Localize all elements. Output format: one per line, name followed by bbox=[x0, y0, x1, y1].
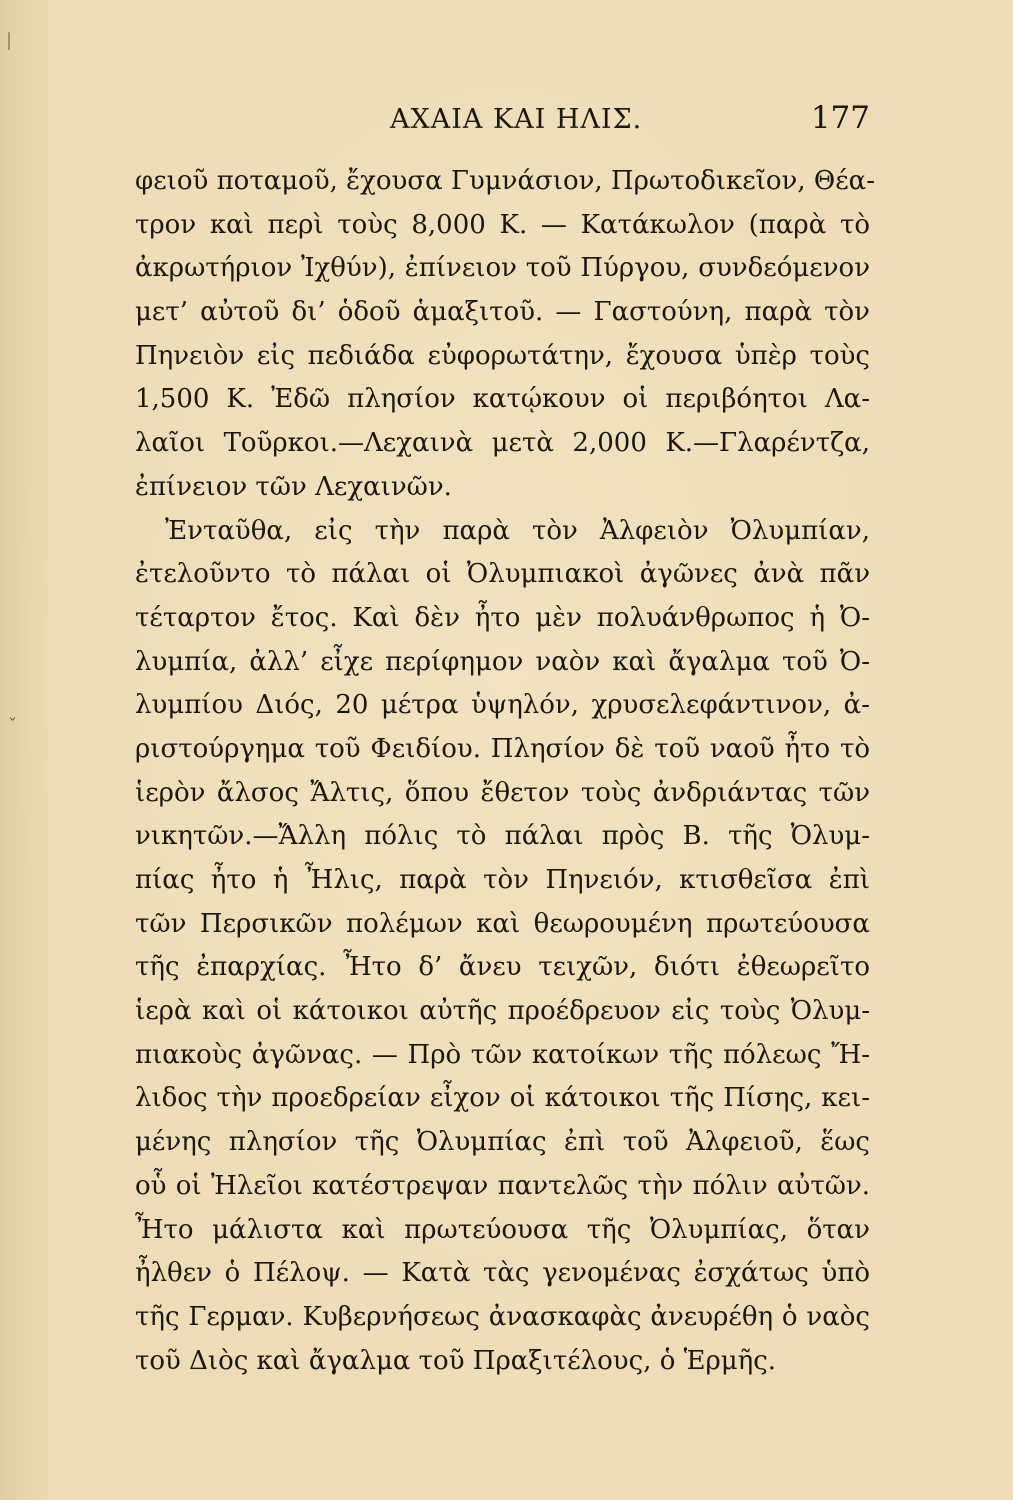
text-line: τρον καὶ περὶ τοὺς 8,000 Κ. — Κατάκωλον (παρὰ τὸ bbox=[135, 209, 870, 240]
text-line: λυμπία, ἀλλ’ εἶχε περίφημον ναὸν καὶ ἄγαλμα τοῦ Ὀ- bbox=[135, 646, 870, 677]
text-line: λιδος τὴν προεδρείαν εἶχον οἱ κάτοικοι τῆς Πίσης, κει- bbox=[135, 1083, 870, 1114]
text-line: Πηνειὸν εἰς πεδιάδα εὐφορωτάτην, ἔχουσα ὑπὲρ τοὺς bbox=[135, 340, 870, 371]
text-line: τέταρτον ἔτος. Καὶ δὲν ἦτο μὲν πολυάνθρωπος ἡ Ὀ- bbox=[135, 602, 870, 633]
text-line: μετ’ αὐτοῦ δι’ ὁδοῦ ἁμαξιτοῦ. — Γαστούνη, παρὰ τὸν bbox=[135, 297, 870, 328]
text-line: ριστούργημα τοῦ Φειδίου. Πλησίον δὲ τοῦ ναοῦ ἦτο τὸ bbox=[135, 733, 870, 764]
running-title: ΑΧΑΙΑ ΚΑΙ ΗΛΙΣ. bbox=[390, 104, 643, 135]
text-line: μένης πλησίον τῆς Ὀλυμπίας ἐπὶ τοῦ Ἀλφειοῦ, ἕως bbox=[135, 1127, 870, 1158]
text-line: Ἐνταῦθα, εἰς τὴν παρὰ τὸν Ἀλφειὸν Ὀλυμπίαν, bbox=[165, 515, 870, 546]
text-line: Ἦτο μάλιστα καὶ πρωτεύουσα τῆς Ὀλυμπίας, ὅταν bbox=[135, 1214, 870, 1245]
text-line: οὗ οἱ Ἠλεῖοι κατέστρεψαν παντελῶς τὴν πόλιν αὐτῶν. bbox=[135, 1170, 870, 1201]
text-line: ἐτελοῦντο τὸ πάλαι οἱ Ὀλυμπιακοὶ ἀγῶνες ἀνὰ πᾶν bbox=[135, 559, 870, 590]
text-line: τῆς ἐπαρχίας. Ἦτο δ’ ἄνευ τειχῶν, διότι ἐθεωρεῖτο bbox=[135, 952, 870, 983]
running-head bbox=[135, 100, 870, 144]
text-line: 1,500 Κ. Ἐδῶ πλησίον κατῴκουν οἱ περιβόητοι Λα- bbox=[135, 384, 870, 415]
page-number: 177 bbox=[810, 100, 870, 136]
text-line: ἐπίνειον τῶν Λεχαινῶν. bbox=[135, 471, 452, 502]
text-line: φειοῦ ποταμοῦ, ἔχουσα Γυμνάσιον, Πρωτοδικεῖον, Θέα- bbox=[135, 166, 876, 196]
text-line: πίας ἦτο ἡ Ἦλις, παρὰ τὸν Πηνειόν, κτισθεῖσα ἐπὶ bbox=[135, 865, 870, 895]
text-line: λαῖοι Τοῦρκοι.—Λεχαινὰ μετὰ 2,000 Κ.—Γλαρέντζα, bbox=[135, 428, 870, 459]
text-line: ἱερὰ καὶ οἱ κάτοικοι αὐτῆς προέδρευον εἰς τοὺς Ὀλυμ- bbox=[135, 996, 870, 1027]
text-line: ἀκρωτήριον Ἰχθύν), ἐπίνειον τοῦ Πύργου, συνδεόμενον bbox=[135, 253, 870, 284]
text-line: τῶν Περσικῶν πολέμων καὶ θεωρουμένη πρωτεύουσα bbox=[135, 908, 870, 939]
text-line: πιακοὺς ἀγῶνας. — Πρὸ τῶν κατοίκων τῆς πόλεως Ἤ- bbox=[135, 1039, 870, 1070]
text-line: ἦλθεν ὁ Πέλοψ. — Κατὰ τὰς γενομένας ἐσχάτως ὑπὸ bbox=[135, 1258, 870, 1289]
text-line: λυμπίου Διός, 20 μέτρα ὑψηλόν, χρυσελεφάντινον, ἀ- bbox=[135, 690, 870, 721]
text-line: ἱερὸν ἄλσος Ἄλτις, ὅπου ἔθετον τοὺς ἀνδριάντας τῶν bbox=[135, 777, 870, 808]
body-text bbox=[135, 160, 876, 1383]
margin-mark: ˯ bbox=[8, 700, 17, 721]
text-line: τῆς Γερμαν. Κυβερνήσεως ἀνασκαφὰς ἀνευρέθη ὁ ναὸς bbox=[135, 1301, 870, 1332]
text-line: νικητῶν.—Ἄλλη πόλις τὸ πάλαι πρὸς Β. τῆς Ὀλυμ- bbox=[135, 821, 870, 852]
margin-mark-top: | bbox=[6, 30, 13, 51]
text-line: τοῦ Διὸς καὶ ἄγαλμα τοῦ Πραξιτέλους, ὁ Ἑρμῆς. bbox=[135, 1345, 777, 1376]
